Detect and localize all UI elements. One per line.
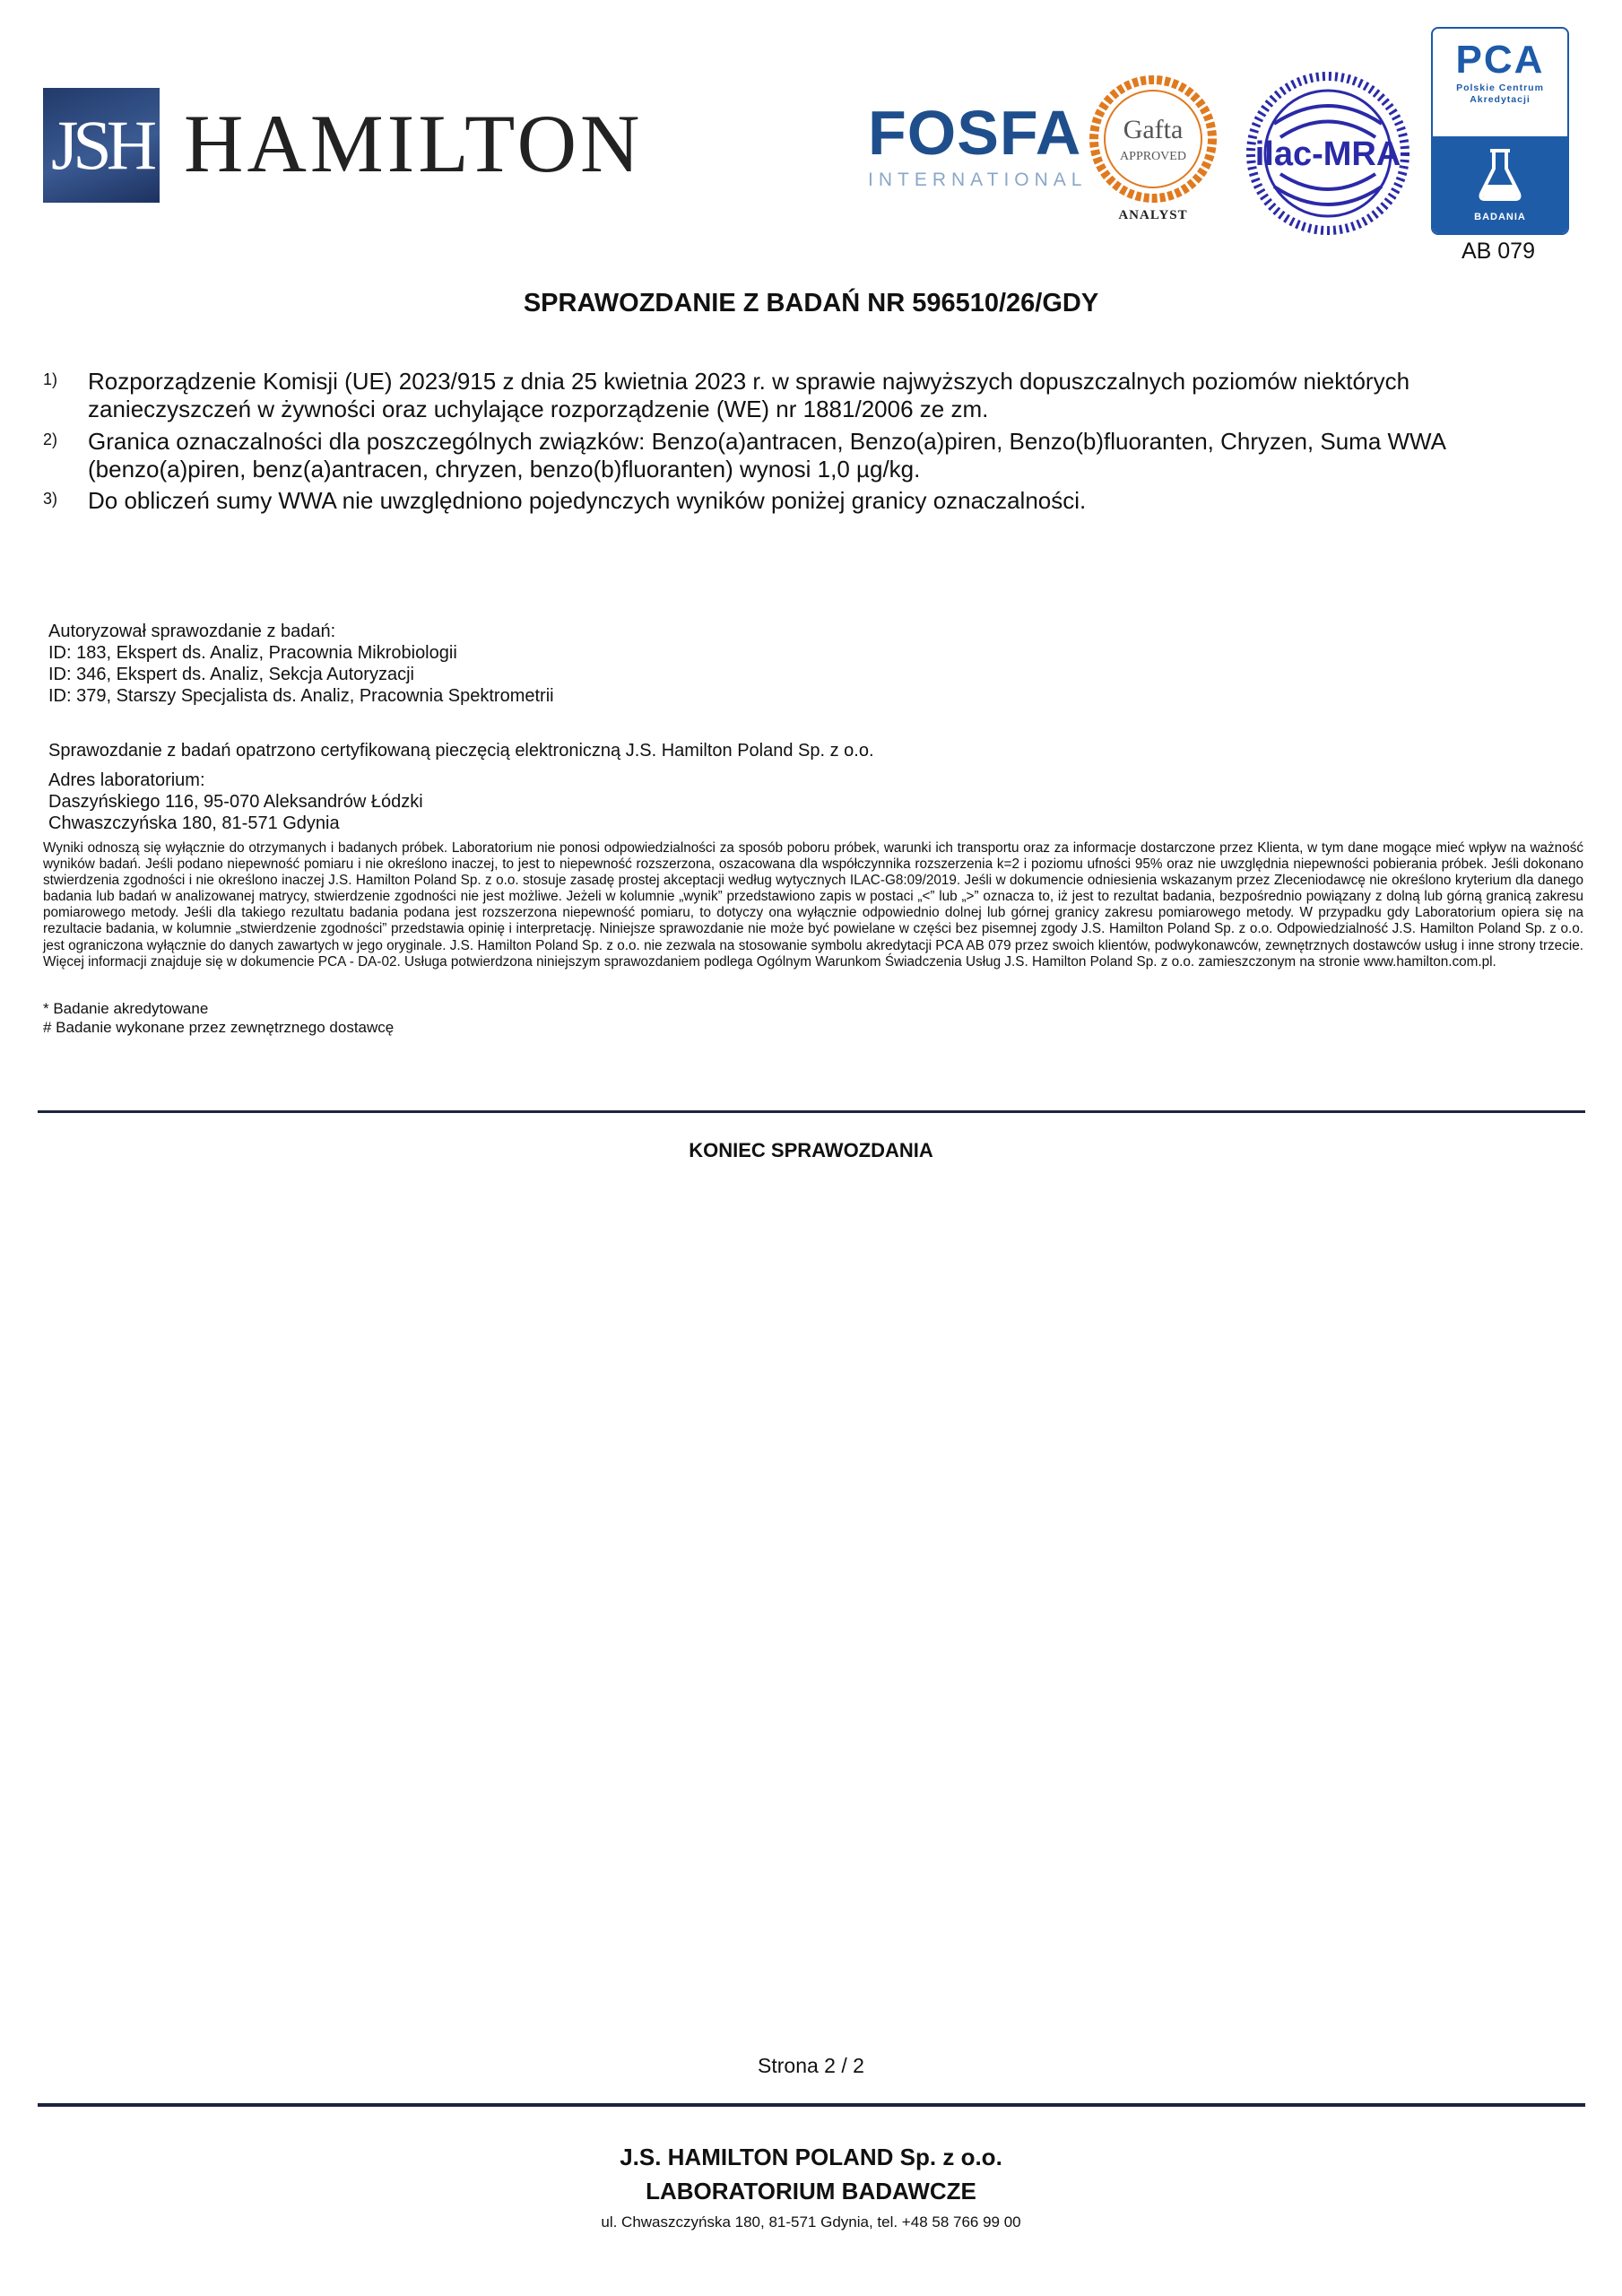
end-of-report: KONIEC SPRAWOZDANIA (689, 1139, 933, 1161)
authorization-line: ID: 346, Ekspert ds. Analiz, Sekcja Autoryzacji (48, 665, 414, 684)
footer-divider (38, 2103, 1585, 2107)
gafta-logo-main: Gafta (1123, 115, 1184, 144)
fosfa-logo-sub: INTERNATIONAL (868, 170, 1088, 190)
authorization-block (48, 621, 554, 707)
company-wordmark: HAMILTON (184, 98, 644, 189)
footnote-marker: 3) (43, 490, 58, 508)
gafta-caption: ANALYST (1118, 208, 1188, 222)
pca-logo-line1: Polskie Centrum (1456, 83, 1544, 93)
monogram-text: JSH (50, 106, 152, 184)
fosfa-logo-main: FOSFA (868, 98, 1082, 168)
ilac-mra-logo (1245, 70, 1411, 237)
seal-note: Sprawozdanie z badań opatrzono certyfikowaną pieczęcią elektroniczną J.S. Hamilton Poland Sp. z o.o. (48, 741, 874, 761)
pca-logo-badge (1433, 136, 1567, 233)
pca-accreditation-logo (1431, 27, 1569, 235)
footnote-text-line: Do obliczeń sumy WWA nie uwzględniono pojedynczych wyników poniżej granicy oznaczalności. (88, 487, 1087, 514)
legend-external: # Badanie wykonane przez zewnętrznego dostawcę (43, 1019, 395, 1036)
lab-address-line: Chwaszczyńska 180, 81-571 Gdynia (48, 813, 340, 833)
footnote-marker: 1) (43, 370, 58, 388)
footnote-marker: 2) (43, 430, 58, 448)
footnote-text-line: (benzo(a)piren, benz(a)antracen, chryzen, benzo(b)fluoranten) wynosi 1,0 µg/kg. (88, 456, 921, 483)
lab-address-line: Daszyńskiego 116, 95-070 Aleksandrów Łódzki (48, 792, 423, 812)
pca-logo-badania: BADANIA (1474, 212, 1526, 222)
accreditation-code: AB 079 (1461, 239, 1535, 264)
footer-lab: LABORATORIUM BADAWCZE (646, 2178, 976, 2205)
page-number: Strona 2 / 2 (758, 2054, 864, 2077)
legend-accredited: * Badanie akredytowane (43, 1000, 209, 1017)
footer-company: J.S. HAMILTON POLAND Sp. z o.o. (620, 2144, 1002, 2170)
flask-icon (1433, 136, 1567, 212)
authorization-heading: Autoryzował sprawozdanie z badań: (48, 622, 336, 641)
footnote-text-line: Rozporządzenie Komisji (UE) 2023/915 z dnia 25 kwietnia 2023 r. w sprawie najwyższych dopuszczalnych poziomów niektórych (88, 368, 1410, 395)
hamilton-monogram-logo (43, 88, 160, 203)
pca-logo-main: PCA (1455, 38, 1545, 82)
pca-logo-line2: Akredytacji (1470, 94, 1531, 105)
fosfa-logo (868, 98, 1088, 192)
divider-line (38, 1110, 1585, 1113)
lab-address-block (48, 770, 423, 834)
ilac-logo-text: ilac-MRA (1254, 135, 1401, 173)
legal-disclaimer: Wyniki odnoszą się wyłącznie do otrzymanych i badanych próbek. Laboratorium nie ponosi odpowiedzialności za sposób poboru próbek, warunki ich transportu oraz za informacje dostarczone przez Klienta, w tym dane mogące mieć wpływ na ważność wyników badań. Jeśli podano niepewność pomiaru i nie określono inaczej, to jest to niepewność rozszerzona, oszacowana dla współczynnika rozszerzenia k=2 i poziomu ufności 95% oraz nie uwzględnia niepewności pobierania próbek. Jeśli dokonano stwierdzenia zgodności i nie określono inaczej J.S. Hamilton Poland Sp. z o.o. stosuje zasadę prostej akceptacji według wytycznych ILAC-G8:09/2019. Jeśli w dokumencie odniesienia wskazanym przez Zleceniodawcę nie określono kryterium dla danego badania lub badań w analizowanej matrycy, stwierdzenie zgodności nie jest możliwe. Jeżeli w kolumnie „wynik” przedstawiono zapis w postaci „<” lub „>” oznacza to, iż jest to rezultat badania, bezpośrednio powiązany z dolną lub górną granicą zakresu pomiarowego metody. Jeśli dla takiego rezultatu badania podana jest rozszerzona niepewność pomiaru, to dotyczy ona wyłącznie odpowiednio dolnej lub górnej granicy zakresu pomiarowego metody. W przypadku gdy Laboratorium opiera się na rezultacie badania, w kolumnie „stwierdzenie zgodności” przedstawia opinię i interpretację. Niniejsze sprawozdanie nie może być powielane w części bez pisemnej zgody J.S. Hamilton Poland Sp. z o.o. Odpowiedzialność J.S. Hamilton Poland Sp. z o.o. jest ograniczona wyłącznie do danych zawartych w jego oryginale. J.S. Hamilton Poland Sp. z o.o. nie zezwala na stosowanie symbolu akredytacji PCA AB 079 przez swoich klientów, podwykonawców, zewnętrznych dostawców usług i inne strony trzecie. Więcej informacji znajduje się w dokumencie PCA - DA-02. Usługa potwierdzona niniejszym sprawozdaniem podlega Ogólnym Warunkom Świadczenia Usług J.S. Hamilton Poland Sp. z o.o. zamieszczonym na stronie www.hamilton.com.pl. (43, 840, 1583, 970)
gafta-logo (1088, 74, 1219, 204)
footnote-text-line: Granica oznaczalności dla poszczególnych związków: Benzo(a)antracen, Benzo(a)piren, Benzo(b)fluoranten, Chryzen, Suma WWA (88, 428, 1446, 455)
lab-address-heading: Adres laboratorium: (48, 770, 205, 790)
footnote-text-line: zanieczyszczeń w żywności oraz uchylające rozporządzenie (WE) nr 1881/2006 ze zm. (88, 396, 989, 422)
gafta-logo-sub: APPROVED (1120, 150, 1186, 163)
authorization-line: ID: 183, Ekspert ds. Analiz, Pracownia Mikrobiologii (48, 643, 457, 663)
authorization-line: ID: 379, Starszy Specjalista ds. Analiz, Pracownia Spektrometrii (48, 686, 554, 706)
report-title: SPRAWOZDANIE Z BADAŃ NR 596510/26/GDY (523, 289, 1099, 317)
footer-address: ul. Chwaszczyńska 180, 81-571 Gdynia, tel. +48 58 766 99 00 (601, 2213, 1021, 2231)
